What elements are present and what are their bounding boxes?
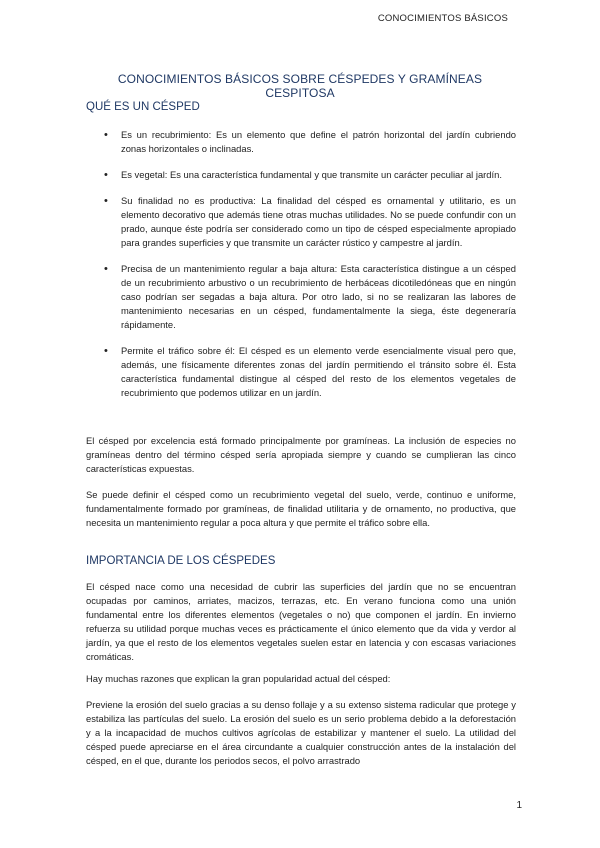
paragraph: Hay muchas razones que explican la gran popularidad actual del césped:: [86, 673, 391, 684]
list-item: • Precisa de un mantenimiento regular a baja altura: Esta característica distingue a un césped de un recubrimiento arbustivo o un recubrimiento de herbáceas dicotiledóneas que en ningún caso podrían ser segadas a baja altura. Por otro lado, si no se realizaran las labores de mantenimiento necesarias en un césped, fundamentalmente la siega, éste degeneraría rápidamente.: [86, 262, 516, 332]
list-item: • Es vegetal: Es una característica fundamental y que transmite un carácter peculiar al jardín.: [86, 168, 516, 182]
section-heading-importancia: IMPORTANCIA DE LOS CÉSPEDES: [86, 555, 276, 567]
paragraph: El césped por excelencia está formado principalmente por gramíneas. La inclusión de especies no gramíneas dentro del término césped sería apropiada siempre y cuando se cumplieran las cinco características expuestas.: [86, 435, 516, 474]
section-heading-que-es: QUÉ ES UN CÉSPED: [86, 101, 200, 113]
paragraph: El césped nace como una necesidad de cubrir las superficies del jardín que no se encuentran ocupadas por caminos, arriates, macizos, terrazas, etc. En verano funciona como una unión fundamental entre los diferentes elementos (vegetales o no) que componen el jardín. En invierno refuerza su utilidad porque muchas veces es prácticamente el único elemento que da vida y verdor al jardín, ya que el resto de los elementos vegetales suelen estar en latencia y con escasas variaciones cromáticas.: [86, 581, 516, 662]
document-title: CONOCIMIENTOS BÁSICOS SOBRE CÉSPEDES Y GRAMÍNEAS CESPITOSA: [117, 72, 483, 100]
paragraph: Se puede definir el césped como un recubrimiento vegetal del suelo, verde, continuo e uniforme, fundamentalmente formado por gramíneas, de finalidad utilitaria y de ornamento, no productiva, que necesita un mantenimiento regular a poca altura y que permite el tráfico sobre ella.: [86, 489, 516, 528]
list-item: • Su finalidad no es productiva: La finalidad del césped es ornamental y utilitario, es un elemento decorativo que además tiene otras muchas utilidades. No se puede confundir con un prado, aunque éste podría ser considerado como un tipo de césped especialmente apropiado para grandes superficies y que transmite un carácter rústico y campestre al jardín.: [86, 194, 516, 250]
page-number: 1: [516, 800, 522, 811]
running-header: CONOCIMIENTOS BÁSICOS: [377, 13, 508, 24]
characteristics-list: [86, 128, 516, 412]
paragraph: Previene la erosión del suelo gracias a su denso follaje y a su extenso sistema radicular que protege y estabiliza las partículas del suelo. La erosión del suelo es un serio problema debido a la deforestación y a la incapacidad de muchos cultivos agrícolas de estabilizar y mantener el suelo. La utilidad del césped puede apreciarse en el área circundante a cualquier construcción antes de la instalación del césped, en el que, durante los periodos secos, el polvo arrastrado: [86, 699, 516, 766]
list-item: • Es un recubrimiento: Es un elemento que define el patrón horizontal del jardín cubriendo zonas horizontales o inclinadas.: [86, 128, 516, 156]
list-item: • Permite el tráfico sobre él: El césped es un elemento verde esencialmente visual pero que, además, une físicamente diferentes zonas del jardín permitiendo el tránsito sobre él. Esta característica fundamental distingue al césped del resto de los elementos vegetales de recubrimiento que podemos utilizar en un jardín.: [86, 344, 516, 400]
